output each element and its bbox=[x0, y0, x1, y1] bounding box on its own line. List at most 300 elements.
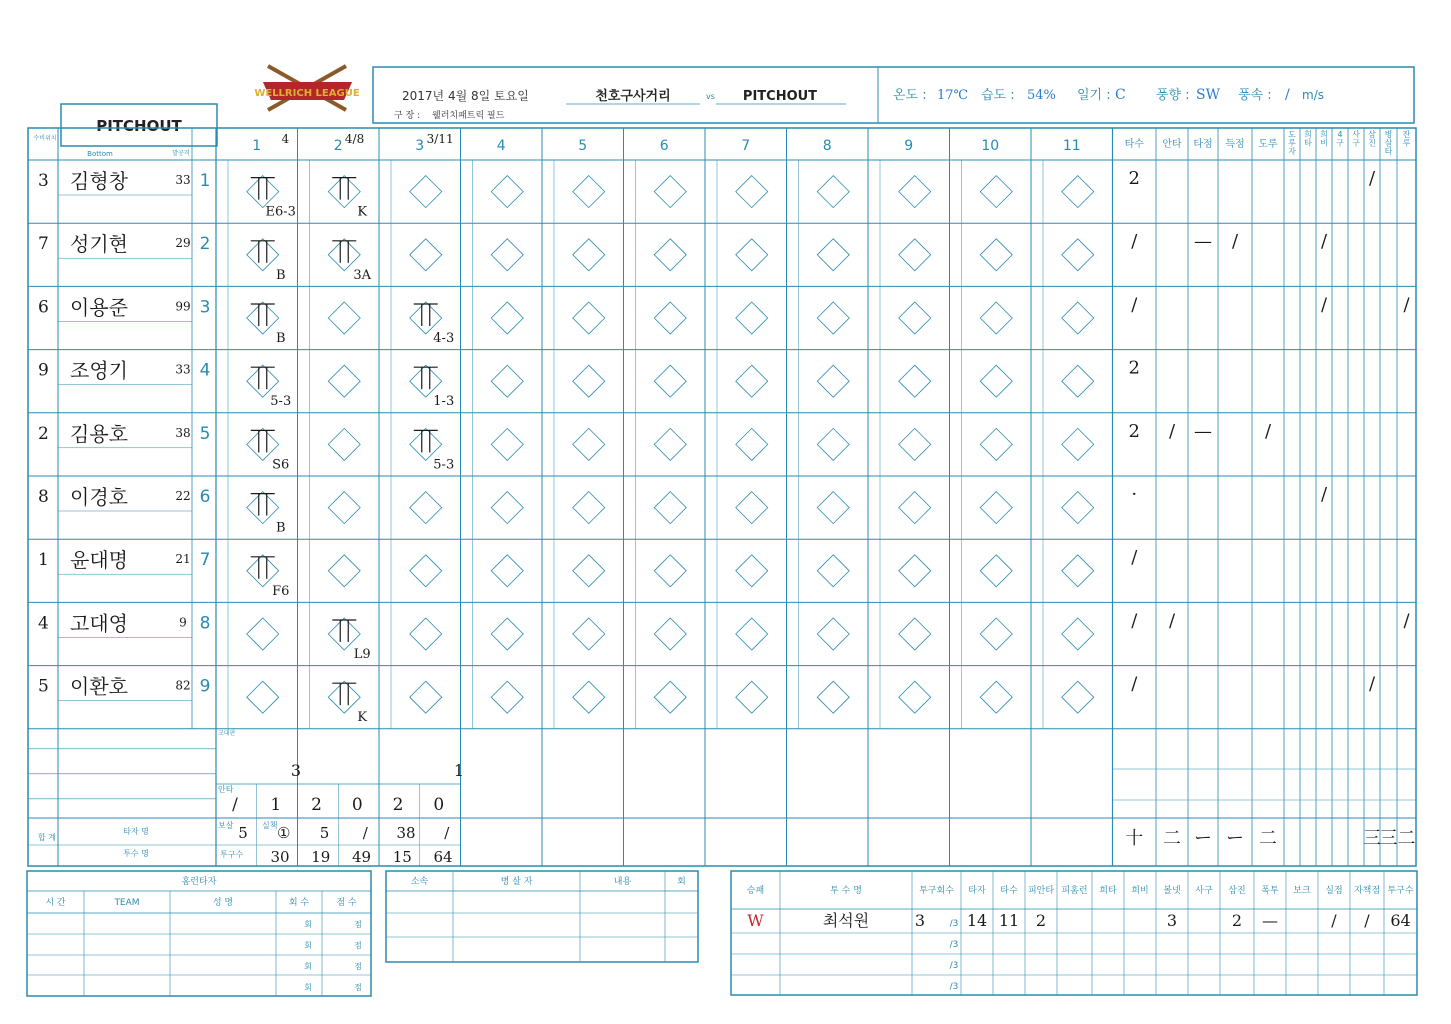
base-diamond bbox=[899, 492, 931, 524]
inning-mark: 4 bbox=[281, 132, 290, 146]
stat-header-char: 진 bbox=[1368, 138, 1376, 148]
base-diamond bbox=[410, 618, 442, 650]
base-diamond bbox=[247, 681, 279, 713]
base-diamond bbox=[980, 428, 1012, 460]
inning-header: 11 bbox=[1062, 138, 1081, 154]
pitcher-name: 최석원 bbox=[822, 911, 870, 930]
base-diamond bbox=[654, 492, 686, 524]
base-diamond bbox=[247, 365, 279, 397]
player-name: 조영기 bbox=[70, 358, 128, 383]
base-diamond bbox=[328, 492, 360, 524]
walks-errors-value: 5 bbox=[319, 824, 330, 842]
stat-header-char: 구 bbox=[1336, 138, 1344, 148]
league-logo bbox=[254, 66, 359, 110]
player-stat: — bbox=[1194, 231, 1212, 253]
player-position: 3 bbox=[38, 171, 49, 191]
player-number: 33 bbox=[175, 173, 191, 187]
base-diamond bbox=[980, 681, 1012, 713]
base-diamond bbox=[1062, 176, 1094, 208]
walks-label: 보살 bbox=[218, 821, 234, 830]
pitcher-hits: 2 bbox=[1035, 911, 1047, 930]
sub-label: 교대판 bbox=[218, 730, 236, 737]
player-position: 7 bbox=[38, 234, 49, 255]
pitcher-innings: 3 bbox=[914, 911, 926, 930]
base-diamond bbox=[817, 176, 849, 208]
walks-errors-value: 38 bbox=[396, 824, 416, 842]
base-diamond bbox=[1062, 618, 1094, 650]
player-stat: 2 bbox=[1128, 168, 1140, 189]
stat-total: 二 bbox=[1397, 828, 1416, 849]
base-diamond bbox=[817, 681, 849, 713]
player-stat: / bbox=[1131, 294, 1138, 316]
lineup bbox=[38, 168, 1410, 725]
base-diamond bbox=[899, 176, 931, 208]
vs-label: vs bbox=[706, 92, 715, 101]
stat-header-char: 잔 bbox=[1402, 130, 1411, 139]
weather-label: 일기 : bbox=[1077, 88, 1111, 103]
order-label: 발공격 bbox=[172, 150, 190, 157]
stat-total: 二 bbox=[1163, 828, 1181, 849]
base-diamond bbox=[247, 618, 279, 650]
stat-header: 타수 bbox=[1124, 139, 1144, 150]
base-diamond bbox=[736, 681, 768, 713]
base-diamond bbox=[654, 176, 686, 208]
homerun-inning-unit: 회 bbox=[304, 962, 312, 971]
pitch-count: 64 bbox=[433, 848, 453, 866]
base-diamond bbox=[736, 239, 768, 271]
away-team: PITCHOUT bbox=[742, 89, 818, 104]
stat-header-char: 타 bbox=[1304, 138, 1312, 148]
base-diamond bbox=[654, 555, 686, 587]
inning-header: 9 bbox=[904, 138, 914, 154]
stat-header-char: 희 bbox=[1320, 130, 1328, 139]
play-result: B bbox=[275, 331, 286, 346]
player-stat: / bbox=[1168, 610, 1176, 632]
player-stat: / bbox=[1131, 547, 1138, 569]
inning-hits: / bbox=[232, 795, 238, 815]
base-diamond bbox=[980, 176, 1012, 208]
team-name: PITCHOUT bbox=[96, 117, 182, 135]
stat-header-char: 타 bbox=[1384, 147, 1393, 156]
player-position: 6 bbox=[38, 297, 49, 318]
stat-header-char: 삼 bbox=[1368, 130, 1376, 139]
stat-header-char: 4 bbox=[1337, 130, 1343, 139]
base-diamond bbox=[1062, 681, 1094, 713]
base-diamond bbox=[1062, 428, 1094, 460]
batting-order: 4 bbox=[199, 360, 211, 381]
pitch-count: 49 bbox=[351, 848, 372, 866]
homerun-inning-unit: 회 bbox=[304, 920, 312, 929]
homerun-header: 시 간 bbox=[45, 898, 66, 908]
homerun-header: 점 수 bbox=[336, 898, 357, 908]
pitcher-header: 타자 bbox=[968, 886, 986, 896]
pitcher-result: W bbox=[747, 911, 764, 930]
base-diamond bbox=[817, 492, 849, 524]
play-result: F6 bbox=[272, 583, 290, 599]
batting-order: 9 bbox=[199, 676, 211, 697]
play-result: 3A bbox=[353, 267, 372, 283]
bottom-label: Bottom bbox=[87, 150, 113, 158]
player-stat: / bbox=[1131, 231, 1138, 253]
wind-speed-value: / bbox=[1285, 87, 1290, 103]
field-name: 웰러치패트릭 필드 bbox=[432, 111, 505, 121]
pitcher-header: 투구회수 bbox=[919, 886, 954, 896]
team-box bbox=[33, 104, 217, 158]
pitcher-at-bats: 11 bbox=[998, 911, 1020, 930]
base-diamond bbox=[573, 365, 605, 397]
player-name: 김형창 bbox=[70, 169, 128, 193]
base-diamond bbox=[410, 428, 442, 460]
player-position: 9 bbox=[38, 360, 49, 381]
batting-order: 5 bbox=[199, 423, 211, 444]
stat-header: 타점 bbox=[1193, 139, 1213, 150]
base-diamond bbox=[654, 618, 686, 650]
base-diamond bbox=[410, 492, 442, 524]
pitcher-header: 삼진 bbox=[1228, 886, 1246, 896]
stat-header-char: 희 bbox=[1304, 130, 1312, 139]
base-diamond bbox=[328, 302, 360, 334]
batting-order: 2 bbox=[199, 234, 211, 255]
base-diamond bbox=[980, 302, 1012, 334]
base-diamond bbox=[573, 555, 605, 587]
inning-header: 6 bbox=[659, 138, 669, 154]
inning-hits: 2 bbox=[392, 795, 404, 815]
pitcher-pitches: 64 bbox=[1390, 911, 1411, 930]
double-play-header: 소속 bbox=[410, 877, 429, 887]
player-stat: / bbox=[1368, 673, 1376, 695]
play-result: B bbox=[275, 267, 286, 283]
base-diamond bbox=[247, 428, 279, 460]
stat-total: 三 bbox=[1363, 828, 1381, 849]
base-diamond bbox=[491, 176, 523, 208]
stat-total: 十 bbox=[1125, 828, 1144, 849]
double-play-header: 회 bbox=[677, 877, 686, 887]
base-diamond bbox=[1062, 365, 1094, 397]
player-number: 21 bbox=[175, 552, 191, 567]
player-position: 4 bbox=[38, 613, 49, 634]
inning-header: 2 bbox=[333, 138, 343, 154]
pitcher-header: 승패 bbox=[746, 886, 765, 896]
hits-label: 안타 bbox=[218, 785, 234, 794]
stat-header-char: 자 bbox=[1288, 147, 1296, 156]
play-result: E6-3 bbox=[265, 204, 296, 220]
base-diamond bbox=[736, 618, 768, 650]
batting-order: 7 bbox=[199, 550, 211, 571]
player-number: 99 bbox=[175, 299, 191, 314]
play-result: 1-3 bbox=[433, 394, 455, 410]
batting-order: 1 bbox=[199, 171, 211, 191]
base-diamond bbox=[573, 176, 605, 208]
base-diamond bbox=[817, 428, 849, 460]
homerun-score-unit: 점 bbox=[354, 920, 362, 929]
inning-runs: 3 bbox=[290, 761, 302, 780]
base-diamond bbox=[736, 176, 768, 208]
pitcher-header: 희비 bbox=[1131, 886, 1149, 896]
pitcher-header: 타수 bbox=[1000, 886, 1018, 896]
base-diamond bbox=[247, 555, 279, 587]
base-diamond bbox=[410, 302, 442, 334]
position-header: 수비위치 bbox=[33, 135, 57, 142]
player-stat: / bbox=[1320, 484, 1328, 505]
inning-header: 5 bbox=[578, 138, 588, 154]
bottom-tables bbox=[27, 871, 1417, 996]
homerun-header: 성 명 bbox=[212, 898, 234, 908]
wind-speed-unit: m/s bbox=[1302, 88, 1324, 102]
batting-order: 8 bbox=[199, 613, 211, 634]
play-result: K bbox=[357, 204, 368, 220]
field-label: 구 장 : bbox=[394, 111, 421, 121]
base-diamond bbox=[491, 492, 523, 524]
inning-mark: 4/8 bbox=[344, 132, 365, 146]
double-play-header: 내용 bbox=[613, 877, 632, 887]
pitcher-header: 투 수 명 bbox=[830, 886, 862, 896]
pitcher-frac: /3 bbox=[949, 919, 959, 929]
pitcher-header: 투구수 bbox=[1387, 886, 1414, 896]
pitcher-header: 피안타 bbox=[1027, 886, 1055, 896]
base-diamond bbox=[654, 239, 686, 271]
player-position: 2 bbox=[38, 423, 49, 444]
walks-errors-value: / bbox=[362, 824, 368, 842]
play-result: B bbox=[275, 520, 286, 536]
stat-total: ー bbox=[1194, 828, 1212, 849]
base-diamond bbox=[328, 618, 360, 650]
play-result: 5-3 bbox=[433, 457, 455, 473]
pitcher-walks: 3 bbox=[1166, 911, 1178, 930]
play-result: 4-3 bbox=[433, 331, 455, 346]
player-stat: / bbox=[1403, 610, 1410, 632]
play-result: S6 bbox=[272, 457, 290, 473]
stat-total: 三 bbox=[1379, 828, 1398, 849]
pitch-count: 19 bbox=[311, 848, 331, 866]
pitcher-header: 폭투 bbox=[1261, 886, 1279, 896]
stat-header: 안타 bbox=[1162, 139, 1182, 150]
walks-errors-value: ① bbox=[277, 824, 291, 842]
base-diamond bbox=[491, 428, 523, 460]
column-headers bbox=[252, 129, 1410, 156]
stat-header-char: 루 bbox=[1402, 138, 1411, 148]
player-stat: / bbox=[1368, 168, 1376, 189]
base-diamond bbox=[247, 176, 279, 208]
stat-header-char: 구 bbox=[1352, 138, 1360, 148]
play-result: L9 bbox=[353, 647, 371, 662]
humidity-value: 54% bbox=[1027, 88, 1056, 103]
base-diamond bbox=[899, 365, 931, 397]
player-number: 38 bbox=[175, 425, 191, 440]
totals-section bbox=[28, 729, 1416, 866]
stat-total: 二 bbox=[1259, 828, 1277, 849]
player-number: 82 bbox=[175, 678, 191, 693]
play-result: 5-3 bbox=[270, 394, 292, 410]
temp-label: 온도 : bbox=[893, 88, 927, 103]
player-stat: / bbox=[1264, 420, 1272, 442]
base-diamond bbox=[491, 365, 523, 397]
base-diamond bbox=[328, 555, 360, 587]
base-diamond bbox=[573, 428, 605, 460]
base-diamond bbox=[817, 302, 849, 334]
base-diamond bbox=[573, 618, 605, 650]
base-diamond bbox=[491, 239, 523, 271]
player-name: 고대영 bbox=[70, 611, 128, 636]
pitcher-runs: / bbox=[1331, 911, 1337, 930]
inning-mark: 3/11 bbox=[426, 132, 454, 146]
walks-errors-value: / bbox=[444, 824, 450, 842]
base-diamond bbox=[328, 365, 360, 397]
pitcher-frac: /3 bbox=[949, 961, 959, 971]
base-diamond bbox=[491, 618, 523, 650]
player-stat: / bbox=[1168, 420, 1176, 442]
base-diamond bbox=[980, 492, 1012, 524]
game-date: 2017년 4월 8일 토요일 bbox=[402, 89, 529, 103]
inning-header: 7 bbox=[741, 138, 751, 154]
inning-header: 4 bbox=[496, 138, 506, 154]
pitcher-wp: — bbox=[1262, 911, 1278, 930]
stat-header-char: 병 bbox=[1384, 130, 1393, 139]
walks-errors-value: 5 bbox=[238, 824, 248, 842]
player-name: 김용호 bbox=[70, 421, 128, 446]
base-diamond bbox=[899, 555, 931, 587]
stat-header: 도루 bbox=[1258, 139, 1278, 150]
base-diamond bbox=[980, 555, 1012, 587]
base-diamond bbox=[980, 618, 1012, 650]
base-diamond bbox=[899, 618, 931, 650]
player-name: 성기현 bbox=[70, 232, 128, 257]
player-stat: · bbox=[1131, 484, 1138, 505]
stat-header-char: 살 bbox=[1384, 138, 1393, 148]
temp-value: 17℃ bbox=[937, 88, 969, 103]
player-number: 22 bbox=[175, 489, 191, 503]
base-diamond bbox=[410, 239, 442, 271]
player-number: 33 bbox=[175, 362, 191, 377]
wind-dir-label: 풍향 : bbox=[1156, 88, 1190, 103]
homerun-title: 홈런타자 bbox=[181, 877, 217, 887]
base-diamond bbox=[817, 555, 849, 587]
base-diamond bbox=[491, 681, 523, 713]
base-diamond bbox=[1062, 555, 1094, 587]
base-diamond bbox=[817, 365, 849, 397]
stat-header: 득점 bbox=[1225, 139, 1245, 150]
stat-total: ー bbox=[1226, 828, 1244, 849]
base-diamond bbox=[247, 492, 279, 524]
base-diamond bbox=[817, 618, 849, 650]
homerun-score-unit: 점 bbox=[354, 983, 362, 992]
game-header bbox=[373, 67, 1414, 123]
pitcher-total-label: 투수 명 bbox=[123, 849, 149, 858]
homerun-header: 회 수 bbox=[288, 898, 310, 908]
homerun-inning-unit: 회 bbox=[304, 983, 312, 992]
player-stat: 2 bbox=[1128, 420, 1140, 442]
humidity-label: 습도 : bbox=[981, 88, 1015, 103]
base-diamond bbox=[1062, 302, 1094, 334]
base-diamond bbox=[736, 302, 768, 334]
inning-hits: 1 bbox=[270, 795, 282, 815]
stat-header-char: 도 bbox=[1288, 130, 1296, 139]
base-diamond bbox=[410, 365, 442, 397]
player-name: 이환호 bbox=[70, 674, 128, 699]
player-position: 1 bbox=[38, 550, 49, 571]
base-diamond bbox=[410, 555, 442, 587]
inning-header: 1 bbox=[252, 138, 262, 154]
player-name: 윤대명 bbox=[70, 548, 128, 573]
base-diamond bbox=[736, 365, 768, 397]
base-diamond bbox=[328, 239, 360, 271]
base-diamond bbox=[1062, 492, 1094, 524]
player-name: 이용준 bbox=[70, 295, 128, 320]
inning-hits: 0 bbox=[433, 795, 445, 815]
homerun-header: TEAM bbox=[114, 898, 140, 908]
base-diamond bbox=[736, 492, 768, 524]
player-stat: — bbox=[1194, 420, 1212, 442]
base-diamond bbox=[654, 365, 686, 397]
pitcher-header: 피홈런 bbox=[1061, 886, 1088, 896]
base-diamond bbox=[980, 239, 1012, 271]
pitcher-header: 자책점 bbox=[1353, 886, 1381, 896]
pitches-label: 투구수 bbox=[220, 850, 244, 859]
player-stat: / bbox=[1131, 610, 1138, 632]
home-team: 천호구사거리 bbox=[595, 89, 671, 104]
pitcher-header: 사구 bbox=[1195, 886, 1213, 896]
base-diamond bbox=[654, 428, 686, 460]
batting-order: 3 bbox=[199, 297, 211, 318]
pitcher-header: 실점 bbox=[1325, 886, 1343, 896]
pitcher-frac: /3 bbox=[949, 940, 959, 950]
inning-header: 3 bbox=[415, 138, 425, 154]
player-name: 이경호 bbox=[70, 485, 128, 509]
pitch-count: 30 bbox=[270, 848, 290, 866]
wind-dir-value: SW bbox=[1196, 87, 1220, 103]
double-play-header: 병 살 자 bbox=[500, 877, 533, 887]
pitch-count: 15 bbox=[392, 848, 412, 866]
homerun-inning-unit: 회 bbox=[304, 941, 312, 950]
pitcher-so: 2 bbox=[1231, 911, 1243, 930]
player-stat: / bbox=[1131, 673, 1138, 695]
base-diamond bbox=[573, 492, 605, 524]
stat-header-char: 사 bbox=[1352, 130, 1360, 139]
base-diamond bbox=[899, 681, 931, 713]
base-diamond bbox=[736, 555, 768, 587]
base-diamond bbox=[328, 176, 360, 208]
base-diamond bbox=[491, 555, 523, 587]
total-label: 합 계 bbox=[38, 833, 56, 842]
stat-header-char: 비 bbox=[1320, 138, 1328, 148]
pitcher-er: / bbox=[1364, 911, 1370, 930]
base-diamond bbox=[410, 681, 442, 713]
base-diamond bbox=[899, 302, 931, 334]
base-diamond bbox=[736, 428, 768, 460]
stat-header-char: 루 bbox=[1288, 138, 1296, 148]
player-position: 5 bbox=[38, 676, 49, 697]
base-diamond bbox=[980, 365, 1012, 397]
pitcher-frac: /3 bbox=[949, 982, 959, 992]
base-diamond bbox=[654, 681, 686, 713]
base-diamond bbox=[899, 239, 931, 271]
player-number: 9 bbox=[179, 615, 187, 630]
player-stat: / bbox=[1320, 294, 1328, 316]
inning-runs: 1 bbox=[453, 761, 465, 780]
homerun-score-unit: 점 bbox=[354, 941, 362, 950]
base-diamond bbox=[328, 681, 360, 713]
base-diamond bbox=[899, 428, 931, 460]
pitcher-header: 희타 bbox=[1099, 886, 1117, 896]
inning-header: 10 bbox=[981, 138, 1000, 154]
base-diamond bbox=[491, 302, 523, 334]
base-diamond bbox=[1062, 239, 1094, 271]
inning-header: 8 bbox=[822, 138, 832, 154]
pitcher-header: 볼넷 bbox=[1163, 886, 1181, 896]
wind-speed-label: 풍속 : bbox=[1238, 88, 1272, 103]
logo-text: WELLRICH LEAGUE bbox=[254, 88, 360, 99]
play-result: K bbox=[357, 710, 368, 726]
base-diamond bbox=[654, 302, 686, 334]
